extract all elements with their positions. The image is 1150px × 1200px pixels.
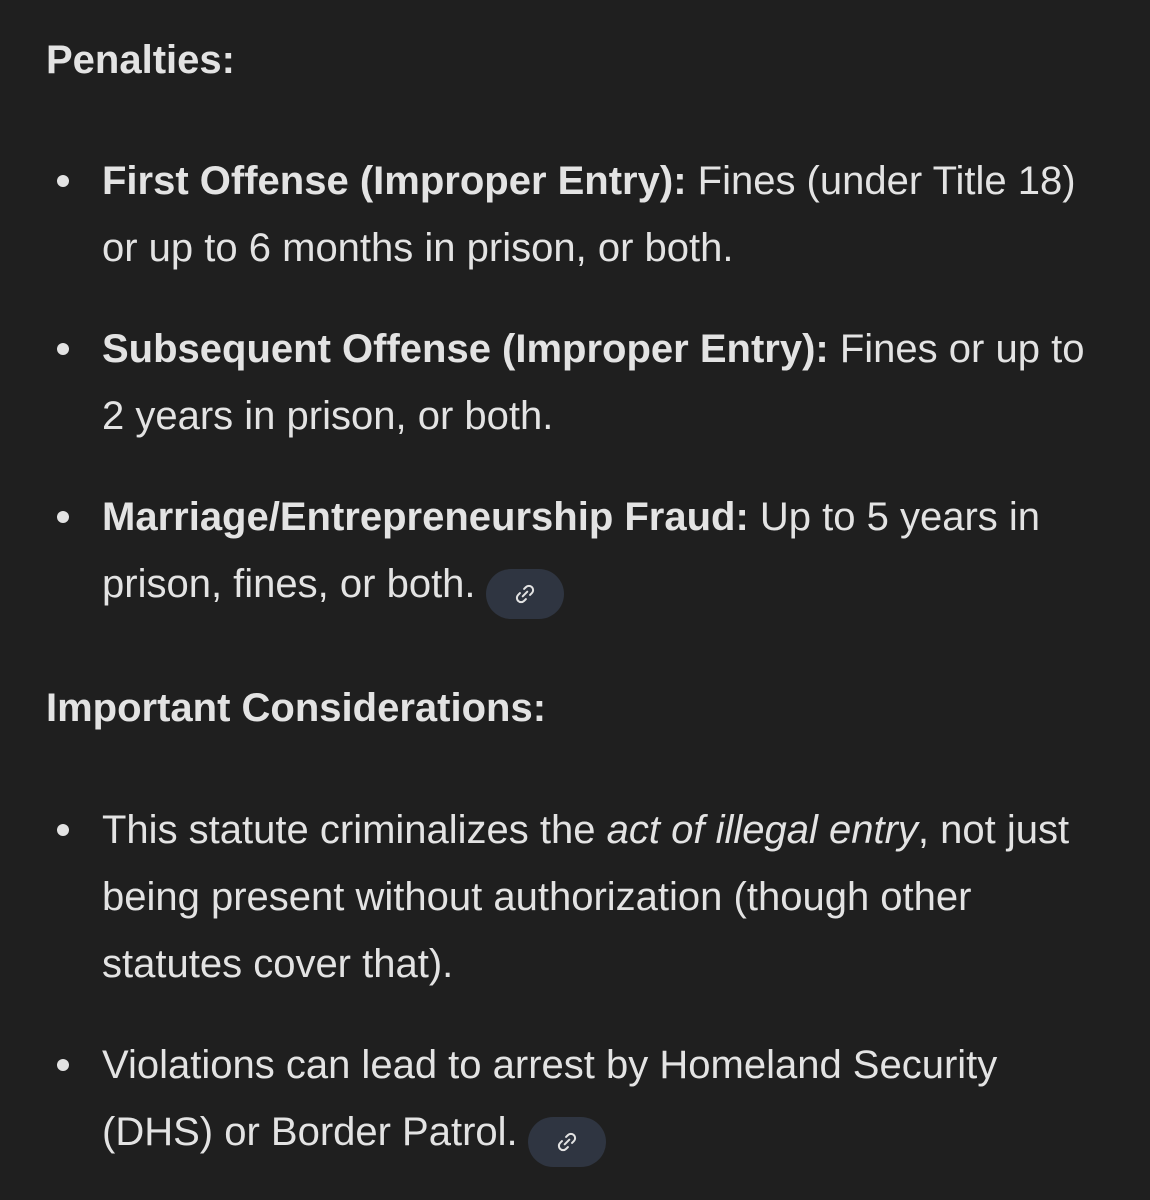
statute-text-after: , not just being present without authorization (though other statutes cover that). (102, 808, 1070, 986)
considerations-list (46, 797, 1126, 1167)
link-icon (556, 1131, 578, 1153)
first-offense-text: Fines (under Title 18) or up to 6 months in prison, or both. (102, 159, 1076, 270)
bullet-dot (57, 343, 69, 355)
subsequent-offense-term: Subsequent Offense (Improper Entry): (102, 327, 829, 371)
list-item-first-offense (46, 148, 1114, 282)
list-item-subsequent-offense (46, 316, 1114, 450)
statute-text-before: This statute criminalizes the (102, 808, 607, 852)
bullet-dot (57, 1059, 69, 1071)
violations-text: Violations can lead to arrest by Homeland Security (DHS) or Border Patrol. (102, 1043, 998, 1154)
list-item-violations (46, 1032, 1114, 1167)
penalties-heading: Penalties: (46, 38, 235, 82)
list-item-statute-scope (46, 797, 1114, 998)
first-offense-term: First Offense (Improper Entry): (102, 159, 687, 203)
considerations-heading: Important Considerations: (46, 686, 547, 730)
statute-emphasis: act of illegal entry (606, 808, 918, 852)
source-link-button[interactable] (528, 1117, 606, 1167)
marriage-fraud-term: Marriage/Entrepreneurship Fraud: (102, 495, 749, 539)
bullet-dot (57, 175, 69, 187)
bullet-dot (57, 511, 69, 523)
source-link-button[interactable] (486, 569, 564, 619)
link-icon (514, 583, 536, 605)
penalties-list (46, 148, 1126, 619)
subsequent-offense-text: Fines or up to 2 years in prison, or both. (102, 327, 1085, 438)
marriage-fraud-text: Up to 5 years in prison, fines, or both. (102, 495, 1041, 606)
bullet-dot (57, 824, 69, 836)
list-item-marriage-fraud (46, 484, 1114, 619)
